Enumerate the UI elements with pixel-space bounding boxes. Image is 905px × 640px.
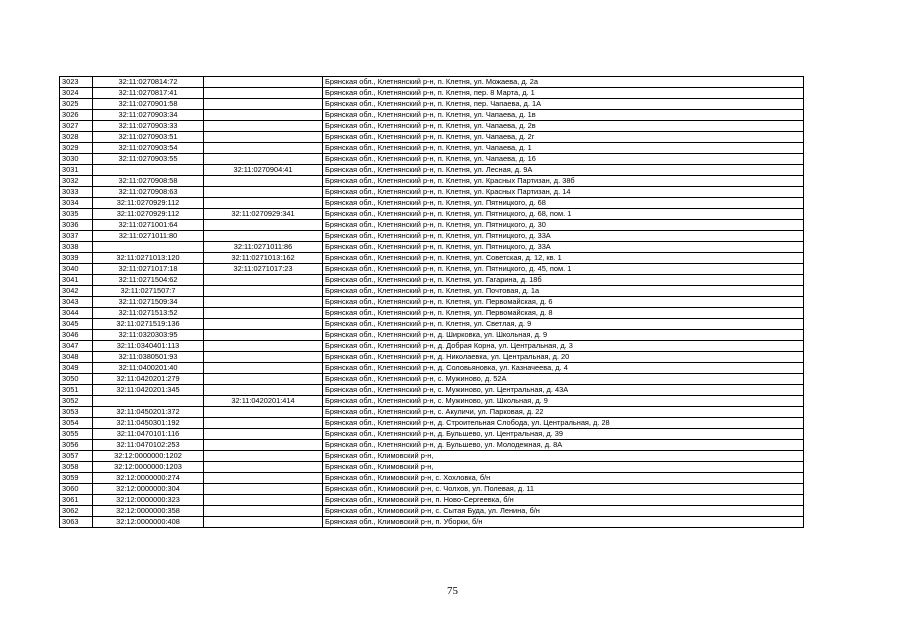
table-row xyxy=(60,352,804,363)
address-cell: Брянская обл., Клетнянский р-н, п. Клетня, ул. Чапаева, д. 2г xyxy=(323,132,804,143)
secondary-cadastral-number-cell xyxy=(204,231,323,242)
cadastral-number-cell: 32:12:0000000:1203 xyxy=(93,462,204,473)
secondary-cadastral-number-cell xyxy=(204,99,323,110)
row-number-cell: 3041 xyxy=(60,275,93,286)
cadastral-number-cell: 32:11:0270817:41 xyxy=(93,88,204,99)
address-cell: Брянская обл., Клетнянский р-н, п. Клетня, ул. Можаева, д. 2а xyxy=(323,77,804,88)
table-row xyxy=(60,209,804,220)
secondary-cadastral-number-cell xyxy=(204,198,323,209)
cadastral-number-cell: 32:12:0000000:323 xyxy=(93,495,204,506)
address-cell: Брянская обл., Клетнянский р-н, с. Мужиново, ул. Школьная, д. 9 xyxy=(323,396,804,407)
row-number-cell: 3045 xyxy=(60,319,93,330)
table-row xyxy=(60,385,804,396)
address-cell: Брянская обл., Клетнянский р-н, п. Клетня, ул. Чапаева, д. 1в xyxy=(323,110,804,121)
table-row xyxy=(60,88,804,99)
secondary-cadastral-number-cell xyxy=(204,154,323,165)
address-cell: Брянская обл., Клетнянский р-н, п. Клетня, ул. Светлая, д. 9 xyxy=(323,319,804,330)
address-cell: Брянская обл., Климовский р-н, с. Хохловка, б/н xyxy=(323,473,804,484)
row-number-cell: 3039 xyxy=(60,253,93,264)
row-number-cell: 3051 xyxy=(60,385,93,396)
table-row xyxy=(60,495,804,506)
address-cell: Брянская обл., Клетнянский р-н, п. Клетня, пер. Чапаева, д. 1А xyxy=(323,99,804,110)
address-cell: Брянская обл., Клетнянский р-н, п. Клетня, ул. Чапаева, д. 16 xyxy=(323,154,804,165)
table-row xyxy=(60,77,804,88)
table-row xyxy=(60,429,804,440)
address-cell: Брянская обл., Клетнянский р-н, д. Соловьяновка, ул. Казначеева, д. 4 xyxy=(323,363,804,374)
cadastral-number-cell: 32:11:0271001:64 xyxy=(93,220,204,231)
row-number-cell: 3029 xyxy=(60,143,93,154)
cadastral-number-cell: 32:11:0270908:63 xyxy=(93,187,204,198)
secondary-cadastral-number-cell xyxy=(204,110,323,121)
cadastral-number-cell: 32:11:0270929:112 xyxy=(93,209,204,220)
row-number-cell: 3027 xyxy=(60,121,93,132)
address-cell: Брянская обл., Климовский р-н, с. Чолхов, ул. Полевая, д. 11 xyxy=(323,484,804,495)
row-number-cell: 3050 xyxy=(60,374,93,385)
secondary-cadastral-number-cell xyxy=(204,385,323,396)
cadastral-number-cell: 32:12:0000000:274 xyxy=(93,473,204,484)
row-number-cell: 3038 xyxy=(60,242,93,253)
address-cell: Брянская обл., Климовский р-н, xyxy=(323,462,804,473)
table-row xyxy=(60,165,804,176)
row-number-cell: 3034 xyxy=(60,198,93,209)
secondary-cadastral-number-cell xyxy=(204,462,323,473)
cadastral-number-cell: 32:11:0270903:51 xyxy=(93,132,204,143)
address-cell: Брянская обл., Клетнянский р-н, п. Клетня, ул. Пятницкого, д. 68, пом. 1 xyxy=(323,209,804,220)
row-number-cell: 3062 xyxy=(60,506,93,517)
row-number-cell: 3058 xyxy=(60,462,93,473)
secondary-cadastral-number-cell xyxy=(204,319,323,330)
table-row xyxy=(60,308,804,319)
row-number-cell: 3056 xyxy=(60,440,93,451)
address-cell: Брянская обл., Климовский р-н, xyxy=(323,451,804,462)
cadastral-number-cell: 32:11:0340401:113 xyxy=(93,341,204,352)
address-cell: Брянская обл., Клетнянский р-н, п. Клетня, ул. Первомайская, д. 6 xyxy=(323,297,804,308)
row-number-cell: 3031 xyxy=(60,165,93,176)
secondary-cadastral-number-cell xyxy=(204,176,323,187)
row-number-cell: 3033 xyxy=(60,187,93,198)
row-number-cell: 3042 xyxy=(60,286,93,297)
address-cell: Брянская обл., Клетнянский р-н, д. Добрая Корна, ул. Центральная, д. 3 xyxy=(323,341,804,352)
address-cell: Брянская обл., Климовский р-н, п. Уборки, б/н xyxy=(323,517,804,528)
address-cell: Брянская обл., Клетнянский р-н, п. Клетня, ул. Чапаева, д. 1 xyxy=(323,143,804,154)
table-row xyxy=(60,231,804,242)
cadastral-number-cell: 32:11:0270903:54 xyxy=(93,143,204,154)
row-number-cell: 3040 xyxy=(60,264,93,275)
secondary-cadastral-number-cell xyxy=(204,517,323,528)
secondary-cadastral-number-cell xyxy=(204,308,323,319)
row-number-cell: 3043 xyxy=(60,297,93,308)
cadastral-number-cell: 32:11:0271509:34 xyxy=(93,297,204,308)
secondary-cadastral-number-cell xyxy=(204,484,323,495)
row-number-cell: 3023 xyxy=(60,77,93,88)
cadastral-number-cell: 32:11:0470102:253 xyxy=(93,440,204,451)
cadastral-number-cell: 32:11:0320303:95 xyxy=(93,330,204,341)
row-number-cell: 3048 xyxy=(60,352,93,363)
secondary-cadastral-number-cell xyxy=(204,440,323,451)
cadastral-number-cell: 32:11:0271017:18 xyxy=(93,264,204,275)
secondary-cadastral-number-cell: 32:11:0271013:162 xyxy=(204,253,323,264)
table-row xyxy=(60,121,804,132)
secondary-cadastral-number-cell: 32:11:0270904:41 xyxy=(204,165,323,176)
cadastral-number-cell: 32:11:0271013:120 xyxy=(93,253,204,264)
cadastral-number-cell: 32:11:0271011:80 xyxy=(93,231,204,242)
address-cell: Брянская обл., Клетнянский р-н, д. Николаевка, ул. Центральная, д. 20 xyxy=(323,352,804,363)
secondary-cadastral-number-cell xyxy=(204,187,323,198)
secondary-cadastral-number-cell xyxy=(204,330,323,341)
secondary-cadastral-number-cell xyxy=(204,286,323,297)
cadastral-number-cell: 32:11:0400201:40 xyxy=(93,363,204,374)
cadastral-number-cell: 32:12:0000000:304 xyxy=(93,484,204,495)
row-number-cell: 3057 xyxy=(60,451,93,462)
address-cell: Брянская обл., Клетнянский р-н, п. Клетня, ул. Чапаева, д. 2в xyxy=(323,121,804,132)
address-cell: Брянская обл., Клетнянский р-н, п. Клетня, ул. Почтовая, д. 1а xyxy=(323,286,804,297)
table-row xyxy=(60,341,804,352)
cadastral-number-cell: 32:11:0420201:345 xyxy=(93,385,204,396)
cadastral-number-cell xyxy=(93,242,204,253)
cadastral-number-cell: 32:11:0270929:112 xyxy=(93,198,204,209)
address-cell: Брянская обл., Клетнянский р-н, п. Клетня, ул. Пятницкого, д. 45, пом. 1 xyxy=(323,264,804,275)
cadastral-number-cell: 32:12:0000000:408 xyxy=(93,517,204,528)
secondary-cadastral-number-cell xyxy=(204,275,323,286)
table-row xyxy=(60,264,804,275)
address-cell: Брянская обл., Клетнянский р-н, д. Ширковка, ул. Школьная, д. 9 xyxy=(323,330,804,341)
row-number-cell: 3059 xyxy=(60,473,93,484)
page-number: 75 xyxy=(447,585,458,597)
row-number-cell: 3024 xyxy=(60,88,93,99)
address-cell: Брянская обл., Клетнянский р-н, п. Клетня, ул. Красных Партизан, д. 14 xyxy=(323,187,804,198)
row-number-cell: 3037 xyxy=(60,231,93,242)
address-cell: Брянская обл., Климовский р-н, с. Сытая Буда, ул. Ленина, б/н xyxy=(323,506,804,517)
secondary-cadastral-number-cell xyxy=(204,77,323,88)
table-row xyxy=(60,396,804,407)
cadastral-number-cell: 32:11:0380501:93 xyxy=(93,352,204,363)
table-row xyxy=(60,110,804,121)
secondary-cadastral-number-cell xyxy=(204,132,323,143)
table-row xyxy=(60,154,804,165)
secondary-cadastral-number-cell xyxy=(204,506,323,517)
cadastral-number-cell: 32:11:0270903:33 xyxy=(93,121,204,132)
secondary-cadastral-number-cell: 32:11:0420201:414 xyxy=(204,396,323,407)
address-cell: Брянская обл., Клетнянский р-н, п. Клетня, ул. Пятницкого, д. 33А xyxy=(323,242,804,253)
row-number-cell: 3053 xyxy=(60,407,93,418)
address-cell: Брянская обл., Клетнянский р-н, с. Акуличи, ул. Парковая, д. 22 xyxy=(323,407,804,418)
cadastral-number-cell: 32:11:0470101:116 xyxy=(93,429,204,440)
cadastral-number-cell: 32:11:0270903:34 xyxy=(93,110,204,121)
table-row xyxy=(60,187,804,198)
table-row xyxy=(60,297,804,308)
table-row xyxy=(60,143,804,154)
row-number-cell: 3063 xyxy=(60,517,93,528)
table-row xyxy=(60,176,804,187)
secondary-cadastral-number-cell xyxy=(204,374,323,385)
table-row xyxy=(60,99,804,110)
table-row xyxy=(60,220,804,231)
table-row xyxy=(60,253,804,264)
address-cell: Брянская обл., Клетнянский р-н, п. Клетня, ул. Лесная, д. 9А xyxy=(323,165,804,176)
cadastral-number-cell xyxy=(93,396,204,407)
table-row xyxy=(60,363,804,374)
secondary-cadastral-number-cell xyxy=(204,143,323,154)
row-number-cell: 3061 xyxy=(60,495,93,506)
cadastral-number-cell: 32:11:0270908:58 xyxy=(93,176,204,187)
address-cell: Брянская обл., Клетнянский р-н, п. Клетня, ул. Советская, д. 12, кв. 1 xyxy=(323,253,804,264)
cadastral-number-cell: 32:11:0271513:52 xyxy=(93,308,204,319)
address-cell: Брянская обл., Климовский р-н, п. Ново-Сергеевка, б/н xyxy=(323,495,804,506)
cadastral-number-cell: 32:12:0000000:358 xyxy=(93,506,204,517)
secondary-cadastral-number-cell xyxy=(204,451,323,462)
cadastral-number-cell: 32:11:0271507:7 xyxy=(93,286,204,297)
secondary-cadastral-number-cell xyxy=(204,473,323,484)
cadastral-number-cell: 32:11:0270903:55 xyxy=(93,154,204,165)
secondary-cadastral-number-cell xyxy=(204,297,323,308)
address-cell: Брянская обл., Клетнянский р-н, п. Клетня, ул. Пятницкого, д. 68 xyxy=(323,198,804,209)
cadastral-number-cell xyxy=(93,165,204,176)
secondary-cadastral-number-cell xyxy=(204,352,323,363)
row-number-cell: 3049 xyxy=(60,363,93,374)
table-row xyxy=(60,242,804,253)
secondary-cadastral-number-cell xyxy=(204,495,323,506)
table-row xyxy=(60,506,804,517)
table-row xyxy=(60,484,804,495)
table-row xyxy=(60,440,804,451)
secondary-cadastral-number-cell: 32:11:0271011:86 xyxy=(204,242,323,253)
secondary-cadastral-number-cell xyxy=(204,407,323,418)
row-number-cell: 3028 xyxy=(60,132,93,143)
address-cell: Брянская обл., Клетнянский р-н, п. Клетня, пер. 8 Марта, д. 1 xyxy=(323,88,804,99)
row-number-cell: 3025 xyxy=(60,99,93,110)
table-row xyxy=(60,198,804,209)
cadastral-number-cell: 32:11:0450301:192 xyxy=(93,418,204,429)
cadastral-number-cell: 32:12:0000000:1202 xyxy=(93,451,204,462)
cadastral-number-cell: 32:11:0271504:62 xyxy=(93,275,204,286)
cadastral-number-cell: 32:11:0270814:72 xyxy=(93,77,204,88)
registry-table-body xyxy=(60,77,804,528)
row-number-cell: 3054 xyxy=(60,418,93,429)
cadastral-number-cell: 32:11:0420201:279 xyxy=(93,374,204,385)
row-number-cell: 3046 xyxy=(60,330,93,341)
address-cell: Брянская обл., Клетнянский р-н, п. Клетня, ул. Первомайская, д. 8 xyxy=(323,308,804,319)
row-number-cell: 3032 xyxy=(60,176,93,187)
table-row xyxy=(60,132,804,143)
table-row xyxy=(60,407,804,418)
table-row xyxy=(60,517,804,528)
row-number-cell: 3060 xyxy=(60,484,93,495)
secondary-cadastral-number-cell: 32:11:0270929:341 xyxy=(204,209,323,220)
row-number-cell: 3055 xyxy=(60,429,93,440)
table-row xyxy=(60,319,804,330)
table-row xyxy=(60,451,804,462)
table-row xyxy=(60,418,804,429)
address-cell: Брянская обл., Клетнянский р-н, д. Бульшево, ул. Центральная, д. 39 xyxy=(323,429,804,440)
secondary-cadastral-number-cell xyxy=(204,341,323,352)
table-row xyxy=(60,473,804,484)
address-cell: Брянская обл., Клетнянский р-н, д. Бульшево, ул. Молодежная, д. 8А xyxy=(323,440,804,451)
row-number-cell: 3030 xyxy=(60,154,93,165)
address-cell: Брянская обл., Клетнянский р-н, с. Мужиново, ул. Центральная, д. 43А xyxy=(323,385,804,396)
property-registry-table xyxy=(59,76,804,528)
cadastral-number-cell: 32:11:0450201:372 xyxy=(93,407,204,418)
secondary-cadastral-number-cell xyxy=(204,429,323,440)
cadastral-number-cell: 32:11:0271519:136 xyxy=(93,319,204,330)
secondary-cadastral-number-cell: 32:11:0271017:23 xyxy=(204,264,323,275)
table-row xyxy=(60,275,804,286)
secondary-cadastral-number-cell xyxy=(204,363,323,374)
address-cell: Брянская обл., Клетнянский р-н, п. Клетня, ул. Гагарина, д. 18б xyxy=(323,275,804,286)
row-number-cell: 3047 xyxy=(60,341,93,352)
table-row xyxy=(60,286,804,297)
address-cell: Брянская обл., Клетнянский р-н, д. Строительная Слобода, ул. Центральная, д. 28 xyxy=(323,418,804,429)
secondary-cadastral-number-cell xyxy=(204,418,323,429)
address-cell: Брянская обл., Клетнянский р-н, п. Клетня, ул. Пятницкого, д. 30 xyxy=(323,220,804,231)
row-number-cell: 3036 xyxy=(60,220,93,231)
row-number-cell: 3052 xyxy=(60,396,93,407)
row-number-cell: 3035 xyxy=(60,209,93,220)
cadastral-number-cell: 32:11:0270901:58 xyxy=(93,99,204,110)
secondary-cadastral-number-cell xyxy=(204,220,323,231)
table-row xyxy=(60,374,804,385)
address-cell: Брянская обл., Клетнянский р-н, п. Клетня, ул. Красных Партизан, д. 38б xyxy=(323,176,804,187)
table-row xyxy=(60,462,804,473)
secondary-cadastral-number-cell xyxy=(204,121,323,132)
secondary-cadastral-number-cell xyxy=(204,88,323,99)
row-number-cell: 3026 xyxy=(60,110,93,121)
address-cell: Брянская обл., Клетнянский р-н, п. Клетня, ул. Пятницкого, д. 33А xyxy=(323,231,804,242)
address-cell: Брянская обл., Клетнянский р-н, с. Мужиново, д. 52А xyxy=(323,374,804,385)
table-row xyxy=(60,330,804,341)
row-number-cell: 3044 xyxy=(60,308,93,319)
